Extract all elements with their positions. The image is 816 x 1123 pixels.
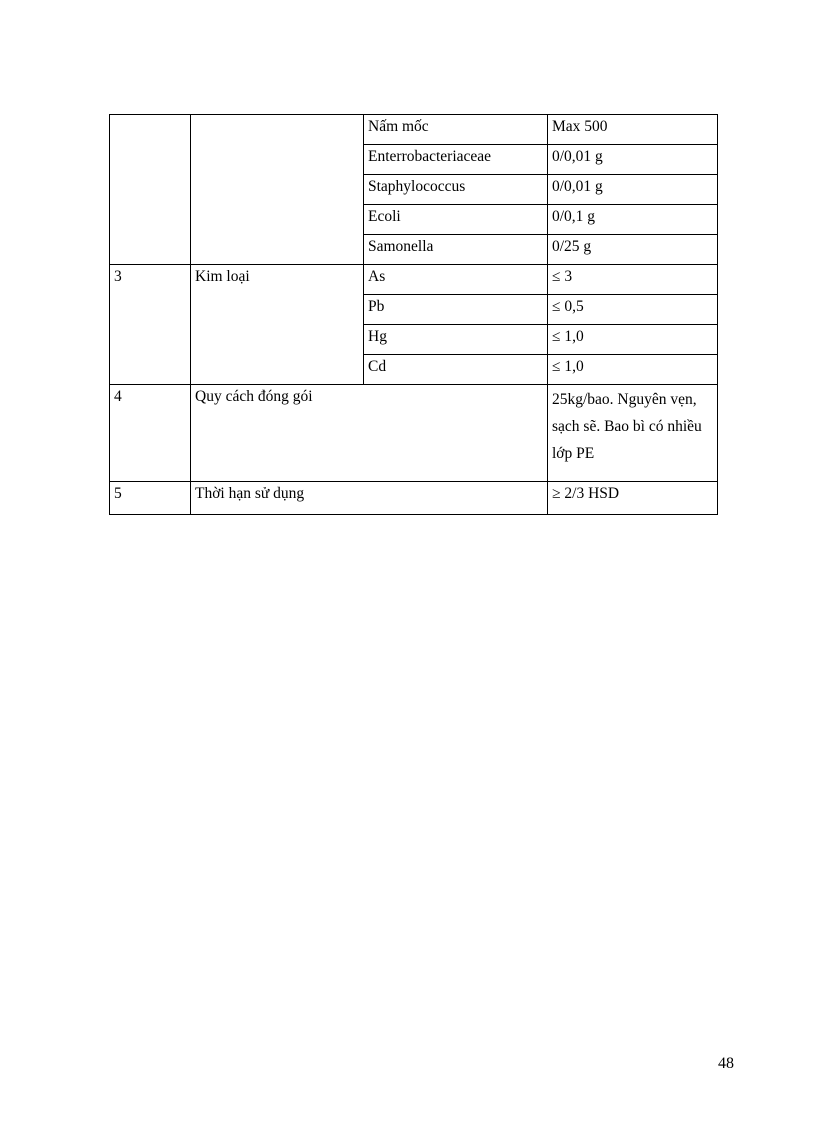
stt-cell: 4 <box>110 385 191 482</box>
value-cell: 0/0,1 g <box>548 205 718 235</box>
parameter-cell: Samonella <box>364 235 548 265</box>
parameter-cell: Ecoli <box>364 205 548 235</box>
parameter-cell: Hg <box>364 325 548 355</box>
value-cell: ≤ 3 <box>548 265 718 295</box>
parameter-cell: Enterrobacteriaceae <box>364 145 548 175</box>
value-cell: 0/25 g <box>548 235 718 265</box>
parameter-cell: Nấm mốc <box>364 115 548 145</box>
parameter-cell: Cd <box>364 355 548 385</box>
table-row <box>110 482 718 515</box>
table-row <box>110 265 718 295</box>
stt-cell: 3 <box>110 265 191 385</box>
parameter-cell: Pb <box>364 295 548 325</box>
value-cell: ≤ 1,0 <box>548 325 718 355</box>
specification-table <box>109 114 718 515</box>
stt-cell <box>110 115 191 265</box>
stt-cell: 5 <box>110 482 191 515</box>
table-row <box>110 385 718 482</box>
page-number: 48 <box>718 1055 734 1072</box>
parameter-cell: As <box>364 265 548 295</box>
value-cell: 25kg/bao. Nguyên vẹn, sạch sẽ. Bao bì có nhiều lớp PE <box>548 385 718 482</box>
value-cell: ≤ 0,5 <box>548 295 718 325</box>
criterion-cell: Quy cách đóng gói <box>191 385 548 482</box>
value-cell: ≤ 1,0 <box>548 355 718 385</box>
value-cell: ≥ 2/3 HSD <box>548 482 718 515</box>
value-cell: Max 500 <box>548 115 718 145</box>
value-cell: 0/0,01 g <box>548 175 718 205</box>
value-cell: 0/0,01 g <box>548 145 718 175</box>
criterion-cell: Kim loại <box>191 265 364 385</box>
parameter-cell: Staphylococcus <box>364 175 548 205</box>
table-row <box>110 115 718 145</box>
criterion-cell <box>191 115 364 265</box>
criterion-cell: Thời hạn sử dụng <box>191 482 548 515</box>
